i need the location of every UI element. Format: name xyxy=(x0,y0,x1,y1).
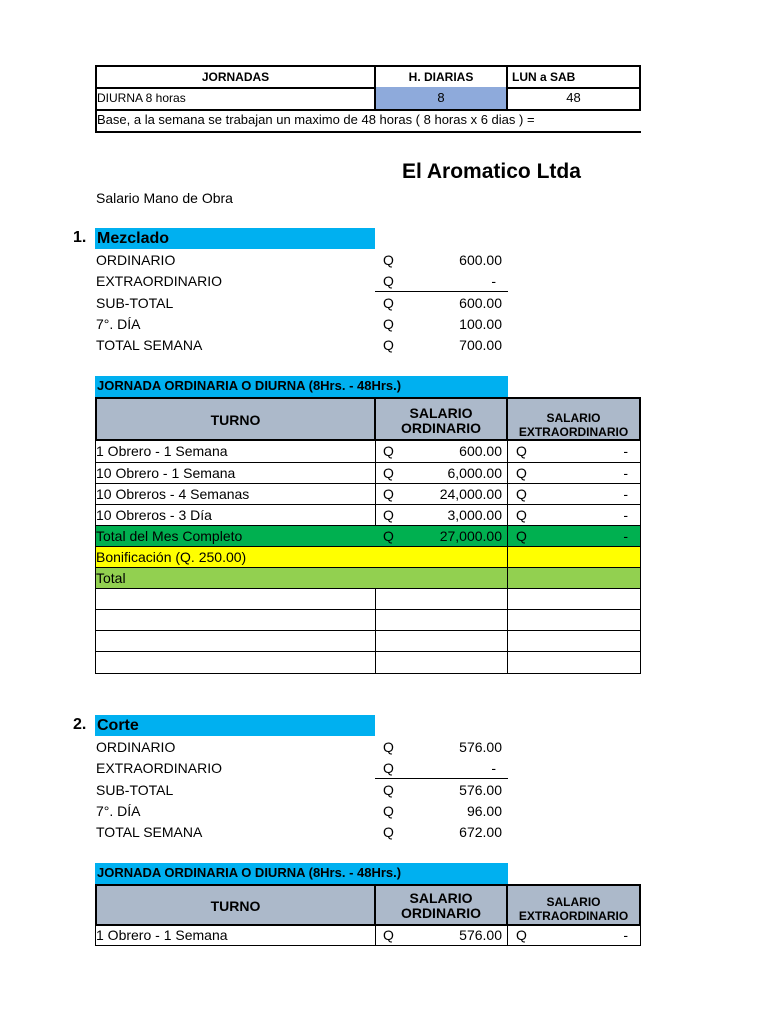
ordinario-value: 576.00 xyxy=(459,927,502,943)
currency-symbol: Q xyxy=(516,528,527,544)
salario-ordinario-header-line1: SALARIO xyxy=(409,890,473,906)
section-number: 2. xyxy=(73,716,87,733)
salario-extra-header xyxy=(506,884,641,926)
empty-row-divider xyxy=(375,610,508,631)
summary-value-extraordinario: - xyxy=(491,760,496,776)
currency-symbol: Q xyxy=(383,760,394,776)
currency-symbol: Q xyxy=(383,295,394,311)
currency-symbol: Q xyxy=(516,507,527,523)
section-title-bar: Mezclado xyxy=(95,228,375,249)
table-row-turno: 10 Obrero - 1 Semana xyxy=(95,463,376,484)
bonificacion-row-extra xyxy=(507,547,641,568)
ordinario-value: 600.00 xyxy=(459,443,502,459)
table-row-ordinario xyxy=(375,463,507,484)
summary-value-septimo-dia: 96.00 xyxy=(466,803,502,819)
jornada-title-bar: JORNADA ORDINARIA O DIURNA (8Hrs. - 48Hrs.) xyxy=(95,376,508,397)
extra-value: - xyxy=(623,443,628,459)
table-row-extra xyxy=(507,463,641,484)
currency-symbol: Q xyxy=(516,927,527,943)
summary-label-total-semana: TOTAL SEMANA xyxy=(96,824,203,840)
currency-symbol: Q xyxy=(383,507,394,523)
currency-symbol: Q xyxy=(383,486,394,502)
currency-symbol: Q xyxy=(383,528,394,544)
summary-label-ordinario: ORDINARIO xyxy=(96,252,176,268)
currency-symbol: Q xyxy=(516,465,527,481)
extra-value: - xyxy=(623,465,628,481)
turno-header-text: TURNO xyxy=(210,898,261,914)
total-mes-row-ordinario xyxy=(375,526,507,547)
salario-extra-header-line1: SALARIO xyxy=(546,895,601,909)
jornada-note: Base, a la semana se trabajan un maximo de 48 horas ( 8 horas x 6 dias ) = xyxy=(95,109,641,133)
salario-ordinario-header-line1: SALARIO xyxy=(409,405,473,421)
extra-value: - xyxy=(623,486,628,502)
summary-label-extraordinario: EXTRAORDINARIO xyxy=(96,760,223,776)
jornada-row-hdiarias: 8 xyxy=(374,87,508,111)
table-row-turno: 1 Obrero - 1 Semana xyxy=(95,926,376,946)
table-row-extra xyxy=(507,926,641,946)
ordinario-value: 24,000.00 xyxy=(439,486,502,502)
table-row-extra xyxy=(507,505,641,526)
summary-value-ordinario: 600.00 xyxy=(459,252,502,268)
turno-header xyxy=(95,397,376,441)
ordinario-value: 6,000.00 xyxy=(447,465,502,481)
bonificacion-row-ordinario xyxy=(375,547,507,568)
currency-symbol: Q xyxy=(383,782,394,798)
table-row-turno: 1 Obrero - 1 Semana xyxy=(95,441,376,463)
salario-ordinario-header-line2: ORDINARIO xyxy=(400,905,482,921)
jornada-row-lunsab: 48 xyxy=(506,87,641,111)
section-title-bar: Corte xyxy=(95,715,375,736)
empty-row-divider xyxy=(375,589,508,610)
summary-value-extraordinario: - xyxy=(491,273,496,289)
jornada-row-label: DIURNA 8 horas xyxy=(95,87,376,111)
summary-label-total-semana: TOTAL SEMANA xyxy=(96,337,203,353)
extra-value: - xyxy=(623,507,628,523)
salario-ordinario-header-line2: ORDINARIO xyxy=(400,420,482,436)
total-row-label: Total xyxy=(95,568,376,589)
table-row-ordinario xyxy=(375,505,507,526)
extra-value: - xyxy=(623,927,628,943)
empty-row xyxy=(95,589,641,610)
table-row-extra xyxy=(507,441,641,463)
summary-label-subtotal: SUB-TOTAL xyxy=(96,295,174,311)
summary-label-subtotal: SUB-TOTAL xyxy=(96,782,174,798)
currency-symbol: Q xyxy=(383,443,394,459)
section-number: 1. xyxy=(73,229,87,246)
currency-symbol: Q xyxy=(516,443,527,459)
summary-value-septimo-dia: 100.00 xyxy=(459,316,502,332)
summary-value-total-semana: 672.00 xyxy=(459,824,502,840)
salario-extra-header xyxy=(506,397,641,441)
table-row-extra xyxy=(507,484,641,505)
currency-symbol: Q xyxy=(383,316,394,332)
currency-symbol: Q xyxy=(383,273,394,289)
table-row-ordinario xyxy=(375,926,507,946)
table-row-ordinario xyxy=(375,441,507,463)
summary-label-ordinario: ORDINARIO xyxy=(96,739,176,755)
bonificacion-row-label: Bonificación (Q. 250.00) xyxy=(95,547,376,568)
currency-symbol: Q xyxy=(516,486,527,502)
summary-value-ordinario: 576.00 xyxy=(459,739,502,755)
empty-row xyxy=(95,631,641,652)
table-row-turno: 10 Obreros - 3 Día xyxy=(95,505,376,526)
salario-extra-header-line2: EXTRAORDINARIO xyxy=(518,909,629,923)
empty-row xyxy=(95,610,641,631)
summary-label-extraordinario: EXTRAORDINARIO xyxy=(96,273,223,289)
currency-symbol: Q xyxy=(383,465,394,481)
empty-row xyxy=(95,652,641,674)
company-title: El Aromatico Ltda xyxy=(402,160,581,183)
summary-label-septimo-dia: 7°. DÍA xyxy=(96,803,141,819)
total-mes-row-extra xyxy=(507,526,641,547)
salario-extra-header-line2: EXTRAORDINARIO xyxy=(518,425,629,439)
empty-row-divider xyxy=(375,652,508,674)
ordinario-value: 3,000.00 xyxy=(447,507,502,523)
currency-symbol: Q xyxy=(383,739,394,755)
currency-symbol: Q xyxy=(383,803,394,819)
currency-symbol: Q xyxy=(383,252,394,268)
extra-value: - xyxy=(623,528,628,544)
summary-value-total-semana: 700.00 xyxy=(459,337,502,353)
hdiarias-header: H. DIARIAS xyxy=(374,65,508,89)
empty-row-divider xyxy=(375,631,508,652)
turno-header-text: TURNO xyxy=(210,412,261,428)
turno-header xyxy=(95,884,376,926)
jornada-title-bar: JORNADA ORDINARIA O DIURNA (8Hrs. - 48Hrs.) xyxy=(95,863,508,884)
jornadas-header: JORNADAS xyxy=(95,65,376,89)
summary-value-subtotal: 600.00 xyxy=(459,295,502,311)
salario-ordinario-header xyxy=(374,884,508,926)
subtotal-divider xyxy=(375,778,508,779)
subtotal-divider xyxy=(375,291,508,292)
salario-ordinario-header xyxy=(374,397,508,441)
total-mes-row-turno: Total del Mes Completo xyxy=(95,526,376,547)
currency-symbol: Q xyxy=(383,927,394,943)
ordinario-value: 27,000.00 xyxy=(439,528,502,544)
total-row-ordinario xyxy=(375,568,507,589)
table-row-ordinario xyxy=(375,484,507,505)
lunsab-header: LUN a SAB xyxy=(506,65,641,89)
currency-symbol: Q xyxy=(383,824,394,840)
summary-label-septimo-dia: 7°. DÍA xyxy=(96,316,141,332)
currency-symbol: Q xyxy=(383,337,394,353)
salario-extra-header-line1: SALARIO xyxy=(546,411,601,425)
summary-value-subtotal: 576.00 xyxy=(459,782,502,798)
total-row-extra xyxy=(507,568,641,589)
table-row-turno: 10 Obreros - 4 Semanas xyxy=(95,484,376,505)
subtitle: Salario Mano de Obra xyxy=(96,190,233,206)
